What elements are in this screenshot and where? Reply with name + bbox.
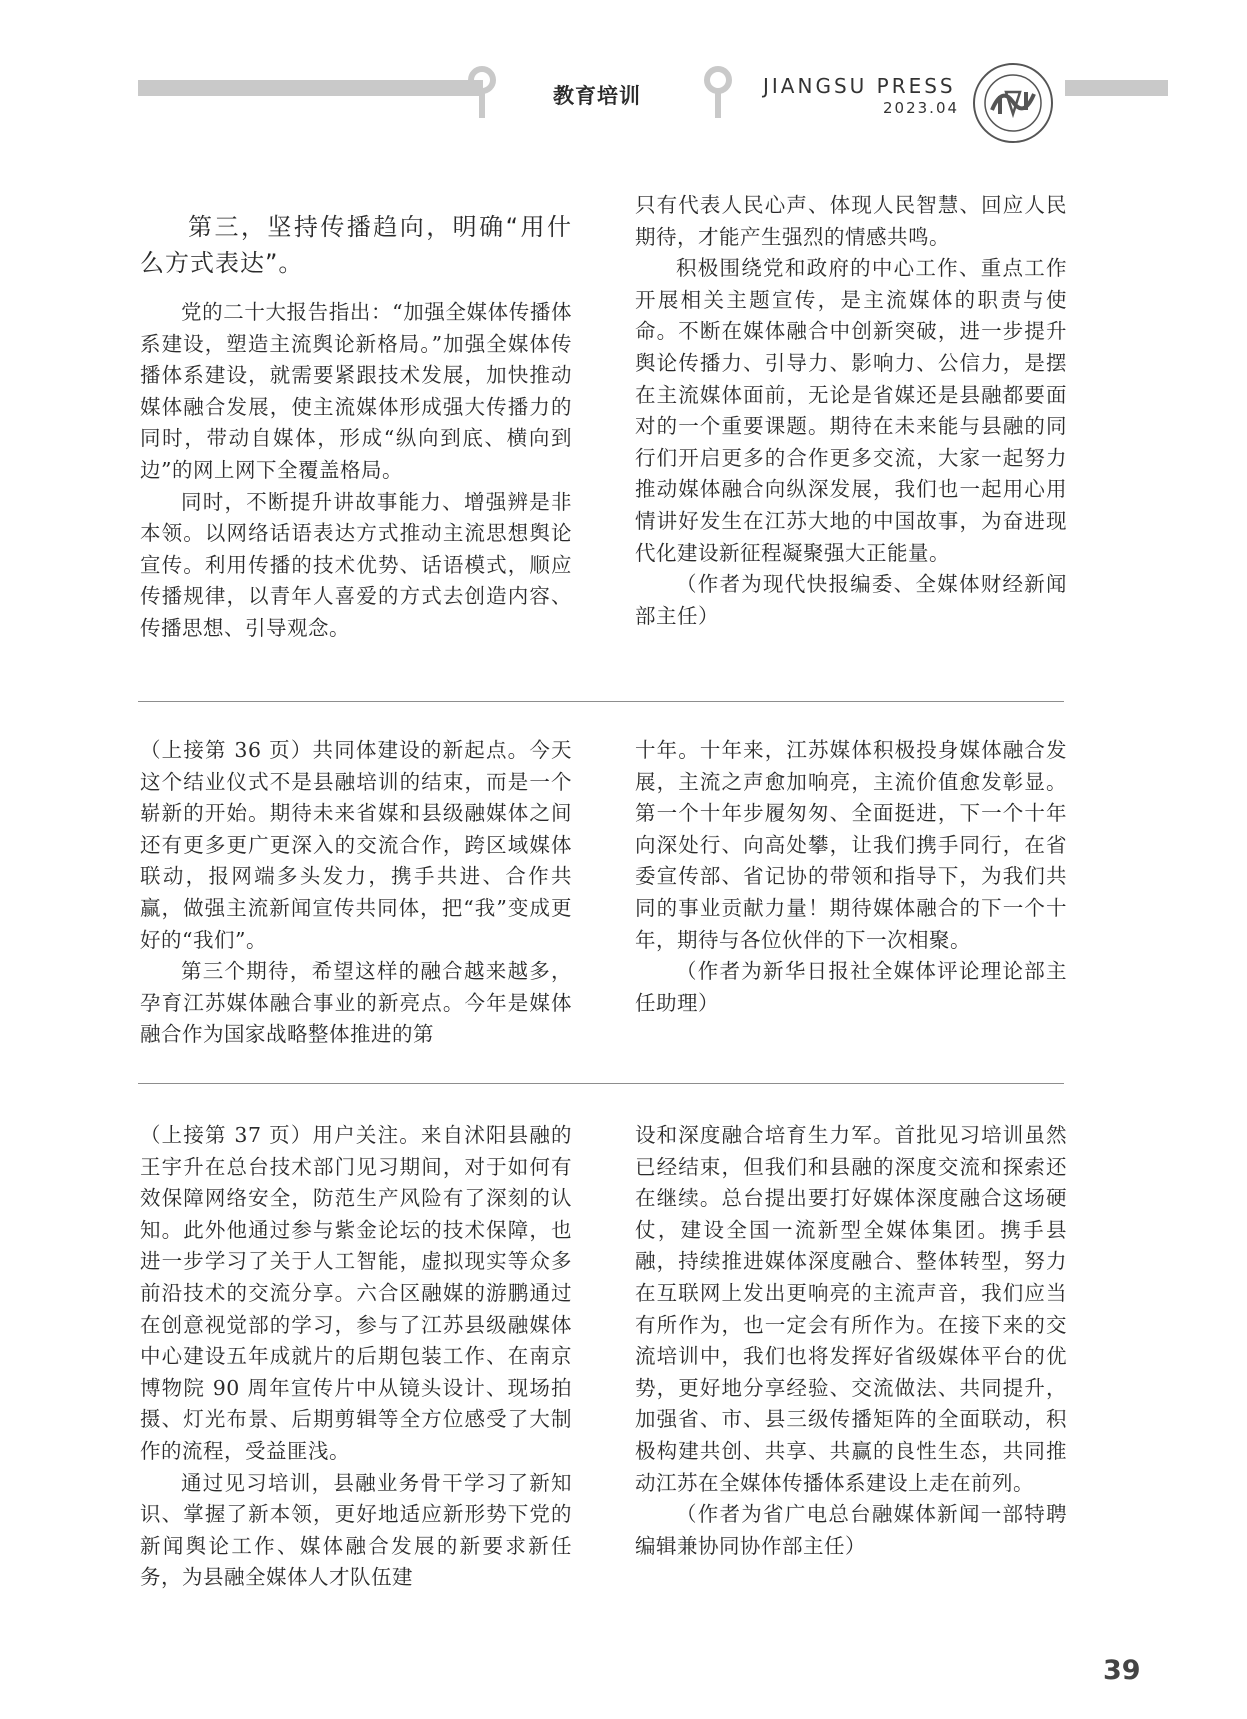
magazine-name: JIANGSU PRESS	[763, 74, 956, 98]
author-byline: （作者为现代快报编委、全媒体财经新闻部主任）	[635, 572, 1067, 628]
logo-seal-icon	[972, 62, 1054, 144]
paragraph: （上接第 36 页）共同体建设的新起点。今天这个结业仪式不是县融培训的结束，而是一个崭新的开始。期待未来省媒和县级融媒体之间还有更多更广更深入的交流合作，跨区域媒体联动，报网端多头发力，携手共进、合作共赢，做强主流新闻宣传共同体，把“我”变成更好的“我们”。	[140, 738, 572, 952]
pin-icon	[703, 66, 733, 122]
article1-left-column	[140, 209, 572, 645]
header-bar-right	[1065, 80, 1168, 96]
author-byline: （作者为新华日报社全媒体评论理论部主任助理）	[635, 959, 1067, 1015]
article2-left-column	[140, 735, 572, 1051]
article2-right-column	[635, 735, 1067, 1019]
section-title: 教育培训	[553, 84, 641, 108]
paragraph: 设和深度融合培育生力军。首批见习培训虽然已经结束，但我们和县融的深度交流和探索还在继续。总台提出要打好媒体深度融合这场硬仗，建设全国一流新型全媒体集团。携手县融，持续推进媒体深度融合、整体转型，努力在互联网上发出更响亮的主流声音，我们应当有所作为，也一定会有所作为。在接下来的交流培训中，我们也将发挥好省级媒体平台的优势，更好地分享经验、交流做法、共同提升，加强省、市、县三级传播矩阵的全面联动，积极构建共创、共享、共赢的良性生态，共同推动江苏在全媒体传播体系建设上走在前列。	[635, 1123, 1067, 1495]
paragraph: 只有代表人民心声、体现人民智慧、回应人民期待，才能产生强烈的情感共鸣。	[635, 193, 1067, 249]
header-bar-left	[138, 80, 483, 96]
issue-number: 2023.04	[883, 99, 960, 117]
paragraph: 同时，不断提升讲故事能力、增强辨是非本领。以网络话语表达方式推动主流思想舆论宣传。利用传播的技术优势、话语模式，顺应传播规律，以青年人喜爱的方式去创造内容、传播思想、引导观念。	[140, 489, 572, 640]
divider	[138, 701, 1064, 702]
article1-heading: 第三，坚持传播趋向，明确“用什么方式表达”。	[140, 213, 572, 277]
article1-right-column	[635, 190, 1067, 632]
paragraph: （上接第 37 页）用户关注。来自沭阳县融的王宇升在总台技术部门见习期间，对于如何有效保障网络安全，防范生产风险有了深刻的认知。此外他通过参与紫金论坛的技术保障，也进一步学习了关于人工智能，虚拟现实等众多前沿技术的交流分享。六合区融媒的游鹏通过在创意视觉部的学习，参与了江苏县级融媒体中心建设五年成就片的后期包装工作、在南京博物院 90 周年宣传片中从镜头设计、现场拍摄、灯光布景、后期剪辑等全方位感受了大制作的流程，受益匪浅。	[140, 1123, 572, 1463]
paragraph: 十年。十年来，江苏媒体积极投身媒体融合发展，主流之声愈加响亮，主流价值愈发彰显。第一个十年步履匆匆、全面挺进，下一个十年向深处行、向高处攀，让我们携手同行，在省委宣传部、省记协的带领和指导下，为我们共同的事业贡献力量！期待媒体融合的下一个十年，期待与各位伙伴的下一次相聚。	[635, 738, 1067, 952]
page-number: 39	[1103, 1655, 1141, 1686]
pin-icon	[467, 66, 497, 122]
article3-left-column	[140, 1120, 572, 1594]
author-byline: （作者为省广电总台融媒体新闻一部特聘编辑兼协同协作部主任）	[635, 1502, 1067, 1558]
divider	[138, 1083, 1064, 1084]
article3-right-column	[635, 1120, 1067, 1562]
paragraph: 积极围绕党和政府的中心工作、重点工作开展相关主题宣传，是主流媒体的职责与使命。不断在媒体融合中创新突破，进一步提升舆论传播力、引导力、影响力、公信力，是摆在主流媒体面前，无论是省媒还是县融都要面对的一个重要课题。期待在未来能与县融的同行们开启更多的合作更多交流，大家一起努力推动媒体融合向纵深发展，我们也一起用心用情讲好发生在江苏大地的中国故事，为奋进现代化建设新征程凝聚强大正能量。	[635, 256, 1067, 565]
paragraph: 通过见习培训，县融业务骨干学习了新知识、掌握了新本领，更好地适应新形势下党的新闻舆论工作、媒体融合发展的新要求新任务，为县融全媒体人才队伍建	[140, 1470, 572, 1590]
paragraph: 第三个期待，希望这样的融合越来越多，孕育江苏媒体融合事业的新亮点。今年是媒体融合作为国家战略整体推进的第	[140, 959, 572, 1047]
paragraph: 党的二十大报告指出：“加强全媒体传播体系建设，塑造主流舆论新格局。”加强全媒体传播体系建设，就需要紧跟技术发展，加快推动媒体融合发展，使主流媒体形成强大传播力的同时，带动自媒体，形成“纵向到底、横向到边”的网上网下全覆盖格局。	[140, 300, 572, 482]
